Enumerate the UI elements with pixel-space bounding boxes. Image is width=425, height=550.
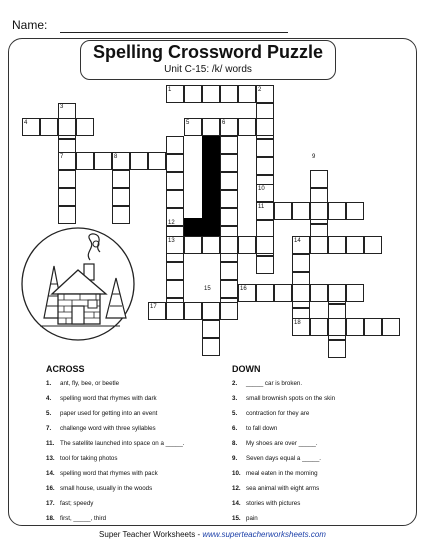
down-clue-text: Seven days equal a _____. (246, 455, 321, 462)
down-clue-number: 5. (232, 410, 238, 417)
crossword-cell[interactable] (310, 236, 328, 254)
crossword-cell[interactable] (346, 236, 364, 254)
crossword-cell[interactable] (184, 302, 202, 320)
across-clue-number: 13. (46, 455, 55, 462)
down-clue-text: My shoes are over _____. (246, 440, 318, 447)
crossword-cell[interactable] (202, 320, 220, 338)
across-clue (46, 500, 93, 508)
across-clue (46, 425, 156, 433)
across-clue (46, 395, 157, 403)
across-clue-text: fast; speedy (60, 500, 94, 507)
crossword-cell[interactable] (364, 318, 382, 336)
crossword-cell[interactable] (112, 170, 130, 188)
crossword-cell[interactable] (238, 236, 256, 254)
down-clue-number: 9. (232, 455, 238, 462)
name-line[interactable] (60, 32, 288, 33)
crossword-cell[interactable] (220, 236, 238, 254)
across-clue-text: tool for taking photos (60, 455, 118, 462)
crossword-cell[interactable] (166, 302, 184, 320)
crossword-cell[interactable] (328, 284, 346, 302)
crossword-cell[interactable] (382, 318, 400, 336)
crossword-cell[interactable] (166, 154, 184, 172)
crossword-cell[interactable] (166, 172, 184, 190)
crossword-cell[interactable] (310, 318, 328, 336)
across-heading: ACROSS (46, 364, 85, 374)
grid-number: 2 (258, 87, 262, 93)
crossword-cell[interactable] (220, 262, 238, 280)
crossword-cell[interactable] (112, 188, 130, 206)
down-clue-text: sea animal with eight arms (246, 485, 320, 492)
crossword-cell[interactable] (220, 208, 238, 226)
grid-number: 10 (258, 186, 265, 192)
down-clue (232, 425, 277, 433)
crossword-cell[interactable] (76, 152, 94, 170)
cabin-window-icon (88, 300, 97, 308)
crossword-cell[interactable] (238, 85, 256, 103)
crossword-cell[interactable] (220, 154, 238, 172)
across-clue-text: The satellite launched into space on a _____. (60, 440, 185, 447)
crossword-cell[interactable] (58, 188, 76, 206)
down-clue-number: 15. (232, 515, 241, 522)
crossword-cell[interactable] (346, 318, 364, 336)
down-clue-text: small brownish spots on the skin (246, 395, 336, 402)
down-clue-number: 12. (232, 485, 241, 492)
down-clue (232, 410, 309, 418)
crossword-cell[interactable] (112, 206, 130, 224)
down-heading: DOWN (232, 364, 261, 374)
across-clue-number: 17. (46, 500, 55, 507)
across-clue-text: small house, usually in the woods (60, 485, 153, 492)
grid-number: 5 (186, 120, 190, 126)
shaded-block (202, 136, 220, 224)
across-clue (46, 515, 106, 523)
crossword-cell[interactable] (184, 85, 202, 103)
crossword-cell[interactable] (166, 262, 184, 280)
name-label: Name: (12, 18, 48, 32)
across-clue-text: challenge word with three syllables (60, 425, 156, 432)
crossword-cell[interactable] (328, 236, 346, 254)
crossword-cell[interactable] (166, 136, 184, 154)
down-clue-number: 14. (232, 500, 241, 507)
across-clue-text: paper used for getting into an event (60, 410, 158, 417)
footer-text: Super Teacher Worksheets - (99, 530, 203, 539)
grid-number: 12 (168, 220, 175, 226)
down-clue-text: pain (246, 515, 258, 522)
across-clue-number: 5. (46, 410, 52, 417)
grid-number: 6 (222, 120, 226, 126)
grid-number: 13 (168, 238, 175, 244)
down-clue-text: stories with pictures (246, 500, 301, 507)
crossword-cell[interactable] (292, 254, 310, 272)
across-clue (46, 470, 158, 478)
crossword-cell[interactable] (256, 256, 274, 274)
down-clue (232, 500, 300, 508)
crossword-cell[interactable] (364, 236, 382, 254)
across-clue-text: spelling word that rhymes with pack (60, 470, 158, 477)
across-clue-number: 4. (46, 395, 52, 402)
crossword-cell[interactable] (328, 202, 346, 220)
page-subtitle: Unit C-15: /k/ words (164, 64, 252, 75)
crossword-cell[interactable] (130, 152, 148, 170)
crossword-cell[interactable] (310, 284, 328, 302)
crossword-cell[interactable] (310, 202, 328, 220)
grid-number: 4 (24, 120, 28, 126)
grid-number: 3 (60, 104, 64, 110)
down-clue (232, 380, 302, 388)
across-clue (46, 455, 117, 463)
crossword-cell[interactable] (328, 318, 346, 336)
down-clue (232, 455, 321, 463)
shaded-block (184, 218, 220, 236)
grid-number: 15 (204, 286, 211, 292)
down-clue (232, 515, 258, 523)
crossword-cell[interactable] (202, 236, 220, 254)
crossword-cell[interactable] (274, 202, 292, 220)
grid-number: 18 (294, 320, 301, 326)
grid-number: 11 (258, 204, 265, 210)
down-clue (232, 440, 318, 448)
crossword-cell[interactable] (292, 202, 310, 220)
across-clue-number: 16. (46, 485, 55, 492)
across-clue (46, 440, 185, 448)
crossword-cell[interactable] (148, 152, 166, 170)
grid-number: 7 (60, 154, 64, 160)
down-clue-text: contraction for they are (246, 410, 310, 417)
down-clue-text: _____ car is broken. (246, 380, 303, 387)
crossword-cell[interactable] (220, 280, 238, 298)
crossword-cell[interactable] (202, 118, 220, 136)
crossword-cell[interactable] (94, 152, 112, 170)
crossword-cell[interactable] (292, 284, 310, 302)
crossword-cell[interactable] (220, 136, 238, 154)
crossword-cell[interactable] (166, 280, 184, 298)
cabin-door-icon (72, 306, 84, 324)
crossword-cell[interactable] (202, 338, 220, 356)
crossword-cell[interactable] (40, 118, 58, 136)
crossword-cell[interactable] (328, 340, 346, 358)
down-clue-number: 2. (232, 380, 238, 387)
down-clue-number: 8. (232, 440, 238, 447)
crossword-cell[interactable] (76, 118, 94, 136)
crossword-cell[interactable] (58, 170, 76, 188)
grid-number: 8 (114, 154, 118, 160)
crossword-cell[interactable] (256, 284, 274, 302)
grid-number: 9 (312, 154, 316, 160)
down-clue (232, 395, 335, 403)
grid-number: 17 (150, 304, 157, 310)
down-clue-number: 3. (232, 395, 238, 402)
across-clue-text: spelling word that rhymes with dark (60, 395, 157, 402)
page-title: Spelling Crossword Puzzle (92, 42, 324, 62)
cabin-illustration (20, 226, 136, 342)
across-clue (46, 485, 152, 493)
across-clue-number: 1. (46, 380, 52, 387)
footer-link[interactable]: www.superteacherworksheets.com (202, 530, 326, 539)
crossword-cell[interactable] (184, 236, 202, 254)
crossword-cell[interactable] (58, 206, 76, 224)
grid-number: 16 (240, 286, 247, 292)
crossword-cell[interactable] (166, 190, 184, 208)
down-clue-text: to fall down (246, 425, 278, 432)
down-clue (232, 470, 318, 478)
crossword-cell[interactable] (256, 236, 274, 254)
down-clue-number: 6. (232, 425, 238, 432)
crossword-cell[interactable] (238, 118, 256, 136)
across-clue (46, 380, 119, 388)
crossword-cell[interactable] (220, 190, 238, 208)
crossword-cell[interactable] (202, 85, 220, 103)
crossword-cell[interactable] (220, 302, 238, 320)
crossword-cell[interactable] (220, 172, 238, 190)
grid-number: 1 (168, 87, 172, 93)
crossword-cell[interactable] (346, 202, 364, 220)
crossword-cell[interactable] (274, 284, 292, 302)
crossword-cell[interactable] (346, 284, 364, 302)
across-clue-number: 18. (46, 515, 55, 522)
crossword-cell[interactable] (256, 157, 274, 175)
down-clue-number: 10. (232, 470, 241, 477)
crossword-cell[interactable] (220, 85, 238, 103)
crossword-cell[interactable] (202, 302, 220, 320)
down-clue-text: meal eaten in the morning (246, 470, 318, 477)
down-clue (232, 485, 319, 493)
crossword-cell[interactable] (256, 139, 274, 157)
crossword-cell[interactable] (58, 118, 76, 136)
footer (0, 530, 425, 539)
grid-number: 14 (294, 238, 301, 244)
across-clue-number: 7. (46, 425, 52, 432)
crossword-cell[interactable] (256, 118, 274, 136)
across-clue-number: 14. (46, 470, 55, 477)
across-clue-number: 11. (46, 440, 55, 447)
across-clue-text: ant, fly, bee, or beetle (60, 380, 120, 387)
across-clue-text: first, _____, third (60, 515, 107, 522)
across-clue (46, 410, 157, 418)
crossword-cell[interactable] (310, 170, 328, 188)
